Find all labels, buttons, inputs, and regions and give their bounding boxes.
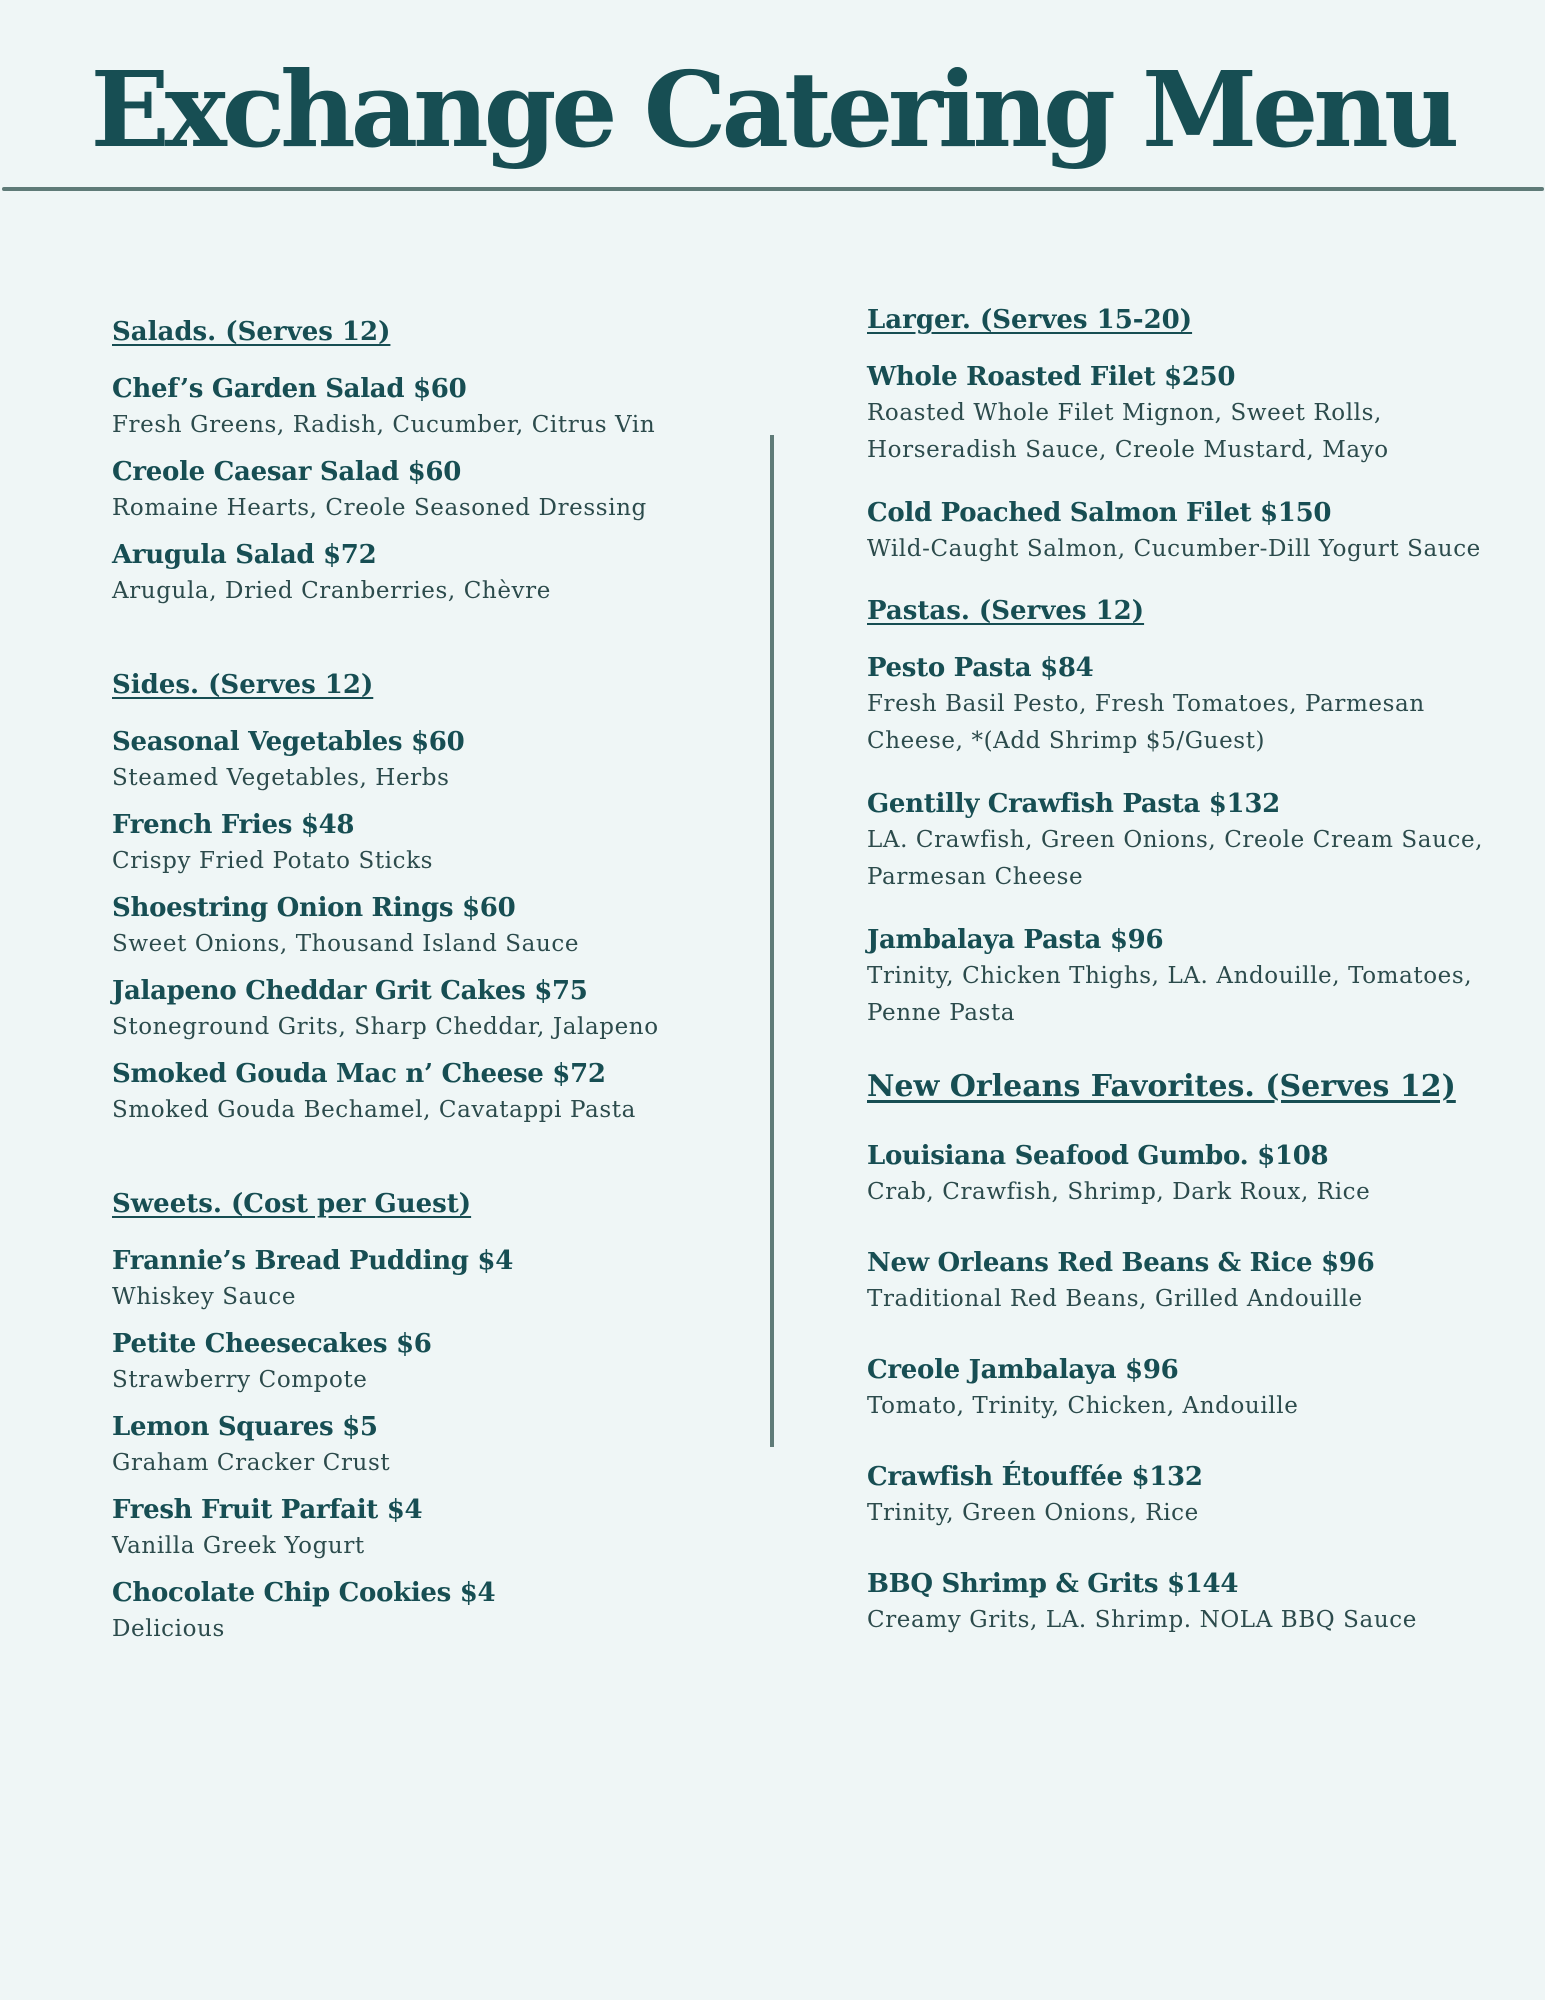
item-description: Trinity, Green Onions, Rice xyxy=(867,1500,1199,1526)
item-description: Delicious xyxy=(112,1616,225,1642)
item-description: Whiskey Sauce xyxy=(112,1284,297,1310)
item-name: Pesto Pasta $84 xyxy=(867,653,1094,683)
menu-item xyxy=(112,537,752,610)
item-description: Vanilla Greek Yogurt xyxy=(112,1533,365,1559)
item-name: Smoked Gouda Mac n’ Cheese $72 xyxy=(112,1059,606,1089)
item-description: Crab, Crawfish, Shrimp, Dark Roux, Rice xyxy=(867,1179,1371,1205)
item-name: Shoestring Onion Rings $60 xyxy=(112,893,516,923)
item-description: Wild-Caught Salmon, Cucumber-Dill Yogurt Sauce xyxy=(867,536,1481,562)
item-name: Louisiana Seafood Gumbo. $108 xyxy=(867,1141,1329,1171)
item-name: Crawfish Étouffée $132 xyxy=(867,1462,1203,1492)
item-name: Chef’s Garden Salad $60 xyxy=(112,374,467,404)
item-description: Roasted Whole Filet Mignon, Sweet Rolls, Horseradish Sauce, Creole Mustard, Mayo xyxy=(867,400,1389,463)
menu-item xyxy=(867,359,1507,469)
item-name: Arugula Salad $72 xyxy=(112,540,377,570)
item-name: Petite Cheesecakes $6 xyxy=(112,1329,432,1359)
menu-item xyxy=(867,786,1507,896)
item-description: Smoked Gouda Bechamel, Cavatappi Pasta xyxy=(112,1097,636,1123)
item-name: Lemon Squares $5 xyxy=(112,1412,378,1442)
menu-item xyxy=(112,454,752,527)
item-name: Whole Roasted Filet $250 xyxy=(867,362,1236,392)
menu-item xyxy=(112,807,752,880)
item-description: Sweet Onions, Thousand Island Sauce xyxy=(112,931,580,957)
item-description: Steamed Vegetables, Herbs xyxy=(112,765,450,791)
pastas-section xyxy=(867,594,1507,1032)
right-column xyxy=(867,303,1507,1673)
item-name: BBQ Shrimp & Grits $144 xyxy=(867,1569,1239,1599)
menu-item xyxy=(112,1575,752,1648)
item-description: Fresh Greens, Radish, Cucumber, Citrus Vin xyxy=(112,412,656,438)
item-description: LA. Crawfish, Green Onions, Creole Cream Sauce, Parmesan Cheese xyxy=(867,827,1484,890)
menu-title: Exchange Catering Menu xyxy=(90,48,1455,171)
menu-item xyxy=(867,1352,1507,1425)
menu-item xyxy=(867,495,1507,568)
section-heading-salads: Salads. (Serves 12) xyxy=(112,317,391,347)
item-name: Jambalaya Pasta $96 xyxy=(867,925,1164,955)
section-heading-sweets: Sweets. (Cost per Guest) xyxy=(112,1189,472,1219)
menu-item xyxy=(112,1409,752,1482)
item-name: Seasonal Vegetables $60 xyxy=(112,727,465,757)
menu-item xyxy=(867,1245,1507,1318)
item-description: Strawberry Compote xyxy=(112,1367,368,1393)
menu-item xyxy=(867,1566,1507,1639)
menu-item xyxy=(867,650,1507,760)
item-name: Creole Caesar Salad $60 xyxy=(112,457,462,487)
item-name: Frannie’s Bread Pudding $4 xyxy=(112,1246,514,1276)
item-description: Trinity, Chicken Thighs, LA. Andouille, Tomatoes, Penne Pasta xyxy=(867,963,1473,1026)
left-column xyxy=(112,315,752,1658)
item-description: Crispy Fried Potato Sticks xyxy=(112,848,434,874)
section-heading-pastas: Pastas. (Serves 12) xyxy=(867,596,1145,626)
item-name: Chocolate Chip Cookies $4 xyxy=(112,1578,496,1608)
menu-item xyxy=(112,890,752,963)
item-name: French Fries $48 xyxy=(112,810,355,840)
menu-item xyxy=(112,1243,752,1316)
column-divider xyxy=(770,435,774,1447)
item-description: Tomato, Trinity, Chicken, Andouille xyxy=(867,1393,1299,1419)
item-description: Traditional Red Beans, Grilled Andouille xyxy=(867,1286,1363,1312)
item-name: Gentilly Crawfish Pasta $132 xyxy=(867,789,1280,819)
item-description: Stoneground Grits, Sharp Cheddar, Jalapeno xyxy=(112,1014,659,1040)
section-heading-sides: Sides. (Serves 12) xyxy=(112,670,374,700)
menu-item xyxy=(112,1492,752,1565)
favorites-section xyxy=(867,1070,1507,1639)
item-description: Romaine Hearts, Creole Seasoned Dressing xyxy=(112,495,647,521)
item-name: Fresh Fruit Parfait $4 xyxy=(112,1495,423,1525)
menu-item xyxy=(112,371,752,444)
item-name: Jalapeno Cheddar Grit Cakes $75 xyxy=(112,976,588,1006)
item-name: Cold Poached Salmon Filet $150 xyxy=(867,498,1332,528)
section-heading-favorites: New Orleans Favorites. (Serves 12) xyxy=(867,1069,1456,1104)
item-name: New Orleans Red Beans & Rice $96 xyxy=(867,1248,1375,1278)
sweets-section xyxy=(112,1187,752,1648)
item-description: Graham Cracker Crust xyxy=(112,1450,391,1476)
item-name: Creole Jambalaya $96 xyxy=(867,1355,1179,1385)
larger-section xyxy=(867,303,1507,568)
item-description: Arugula, Dried Cranberries, Chèvre xyxy=(112,578,551,604)
item-description: Creamy Grits, LA. Shrimp. NOLA BBQ Sauce xyxy=(867,1607,1417,1633)
menu-item xyxy=(112,1056,752,1129)
menu-item xyxy=(867,1138,1507,1211)
item-description: Fresh Basil Pesto, Fresh Tomatoes, Parmesan Cheese, *(Add Shrimp $5/Guest) xyxy=(867,691,1425,754)
menu-item xyxy=(112,724,752,797)
section-heading-larger: Larger. (Serves 15-20) xyxy=(867,305,1193,335)
header-divider xyxy=(2,187,1544,191)
menu-item xyxy=(112,973,752,1046)
menu-item xyxy=(867,922,1507,1032)
menu-item xyxy=(867,1459,1507,1532)
sides-section xyxy=(112,668,752,1129)
salads-section xyxy=(112,315,752,610)
menu-item xyxy=(112,1326,752,1399)
